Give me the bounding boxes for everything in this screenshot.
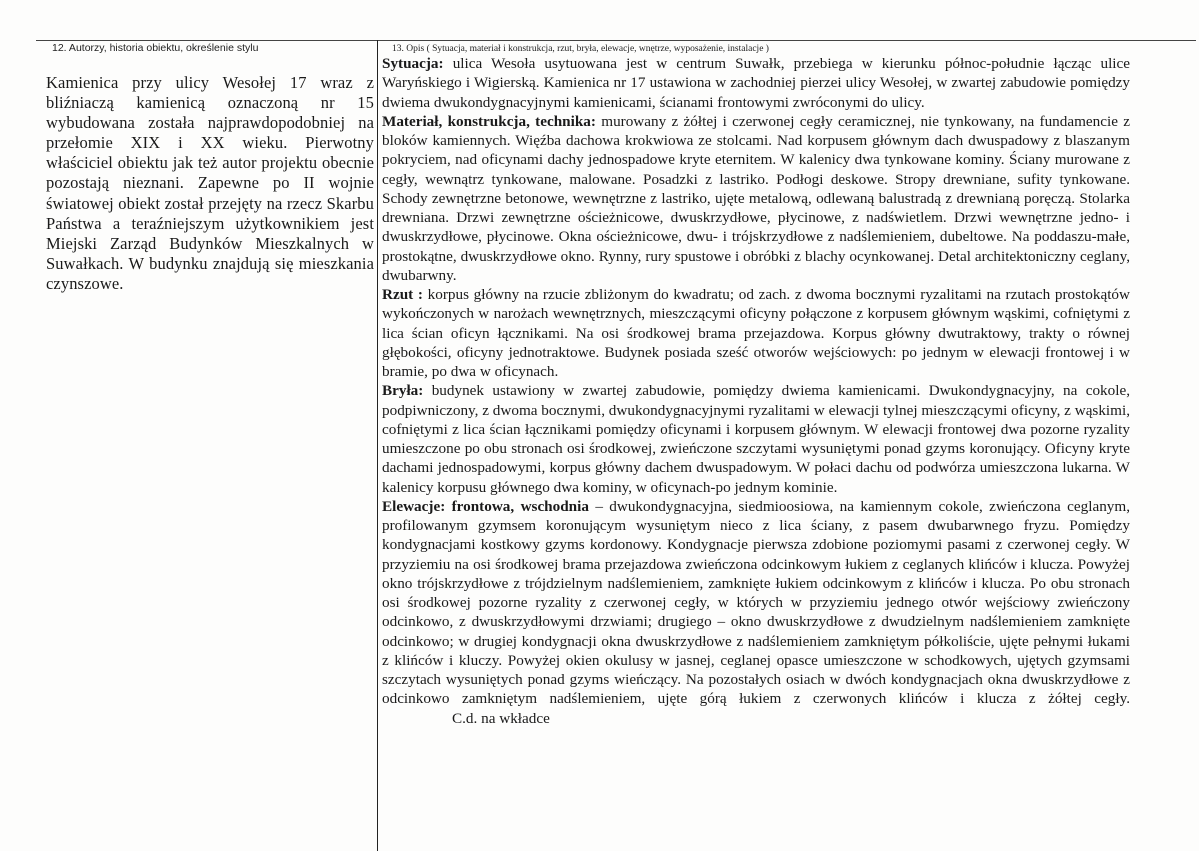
text-elevations: – dwukondygnacyjna, siedmioosiowa, na kamiennym cokole, zwieńczona ceglanym, profilowanym gzymsem koronującym wysuniętym nieco z lica ściany, z pasem dwubarwnego fryzu. Pomiędzy kondygnacjami kostkowy gzyms kordonowy. Kondygnacje pierwsza zdobione poziomymi pasami z czerwonej cegły. W przyziemiu na osi środkowej brama przejazdowa zwieńczona odcinkowym łukiem z ceglanych klińców i klucza. Powyżej okno trójskrzydłowe z trójdzielnym nadślemieniem, zamknięte łukiem odcinkowym z klińców i klucza. Po obu stronach osi środkowej pozorne ryzality z czerwonej cegły, w których w przyziemiu jednego otwór wejściowy zwieńczony odcinkowo, z dwuskrzydłowymi drzwiami; drugiego – okno dwuskrzydłowe z dwudzielnym nadślemieniem zamknięte odcinkowo; w drugiej kondygnacji okna dwuskrzydłowe z nadślemieniem zamkniętym półkoliście, ujęte pełnymi łukami z klińców i kluczy. Powyżej okien okulusy w jasnej, ceglanej opasce umieszczone w schodkowych, ujętych gzymsami szczytach wysuniętych ponad gzyms wieńczący. Na pozostałych osiach w dwóch kondygnacjach okna dwuskrzydłowe z odcinkowo zamkniętym nadślemieniem, ujęte górą łukiem z czerwonych klińców i klucza z żółtej cegły. xyxy=(382,497,1130,708)
label-material: Materiał, konstrukcja, technika: xyxy=(382,112,596,130)
paragraph-situation xyxy=(382,54,1130,112)
column-divider xyxy=(377,40,378,851)
text-situation: ulica Wesoła usytuowana jest w centrum Suwałk, przebiega w kierunku północ-południe łącząc ulice Waryńskiego i Wigierską. Kamienica nr 17 ustawiona w zachodniej pierzei ulicy Wesołej, w zwartej zabudowie pomiędzy dwiema dwukondygnacyjnymi kamienicami, ścianami frontowymi zwróconymi do ulicy. xyxy=(382,55,1131,111)
section-12-heading: 12. Autorzy, historia obiektu, określenie stylu xyxy=(52,42,259,54)
text-plan: korpus główny na rzucie zbliżonym do kwadratu; od zach. z dwoma bocznymi ryzalitami na rzutach prostokątów wykończonych w narożach wewnętrznych, mieszczącymi oficyny połączone z korpusem głównym wąskimi, cofniętymi z lica ścian oficyn łącznikami. Na osi środkowej brama przejazdowa. Korpus główny dwutraktowy, trakty o równej głębokości, oficyny jednotraktowe. Budynek posiada sześć otworów wejściowych: po jednym w elewacji frontowej i w bramie, po dwa w oficynach. xyxy=(382,286,1130,380)
label-plan: Rzut : xyxy=(382,286,423,303)
label-situation: Sytuacja: xyxy=(382,55,444,72)
paragraph-massing xyxy=(382,381,1130,497)
label-elevations: Elewacje: frontowa, wschodnia xyxy=(382,497,589,515)
paragraph-plan xyxy=(382,285,1130,381)
continuation-note: C.d. na wkładce xyxy=(452,709,550,727)
history-text: Kamienica przy ulicy Wesołej 17 wraz z bliźniaczą kamienicą oznaczoną nr 15 wybudowana została najprawdopodobniej na przełomie XIX i XX wieku. Pierwotny właściciel obiektu jak też autor projektu obecnie pozostają nieznani. Zapewne po II wojnie światowej obiekt został przejęty na rzecz Skarbu Państwa a teraźniejszym użytkownikiem jest Miejski Zarząd Budynków Mieszkalnych w Suwałkach. W budynku znajdują się mieszkania czynszowe. xyxy=(46,73,374,293)
text-material: murowany z żółtej i czerwonej cegły ceramicznej, nie tynkowany, na fundamencie z bloków kamiennych. Więźba dachowa krokwiowa ze stolcami. Nad korpusem głównym dach dwuspadowy z blaszanym pokryciem, nad oficynami dachy jednospadowe kryte eternitem. W kalenicy dwa tynkowane kominy. Ściany murowane z cegły, wewnątrz tynkowane, malowane. Posadzki z lastriko. Podłogi deskowe. Stropy drewniane, sufity tynkowane. Schody zewnętrzne betonowe, wewnętrzne z lastriko, ujęte metalową, odlewaną balustradą z drewnianą poręczą. Stolarka drewniana. Drzwi zewnętrzne ościeżnicowe, dwuskrzydłowe, płycinowe, z nadświetlem. Drzwi wewnętrzne jedno- i dwuskrzydłowe, płycinowe. Okna ościeżnicowe, dwu- i trójskrzydłowe z nadślemieniem, dubeltowe. Na poddaszu-małe, prostokątne, dwuskrzydłowe okno. Rynny, rury spustowe i obróbki z blachy ocynkowanej. Detal architektoniczny ceglany, dwubarwny. xyxy=(382,112,1131,284)
paragraph-elevations xyxy=(382,497,1130,728)
paragraph-material xyxy=(382,112,1130,285)
header-rule xyxy=(36,40,1196,41)
section-13-heading: 13. Opis ( Sytuacja, materiał i konstrukcja, rzut, bryła, elewacje, wnętrze, wyposażenie, instalacje ) xyxy=(392,44,769,54)
text-massing: budynek ustawiony w zwartej zabudowie, pomiędzy dwiema kamienicami. Dwukondygnacyjny, na cokole, podpiwniczony, z dwoma bocznymi, dwukondygnacyjnymi ryzalitami w elewacji tylnej mieszczącymi oficyny, z wąskimi, cofniętymi z lica ścian łącznikami pomiędzy oficynami i korpusem głównym. W elewacji frontowej dwa pozorne ryzality umieszczone po obu stronach osi środkowej, zwieńczone szczytami wysuniętymi ponad gzyms koronujący. Oficyny kryte dachami jednospadowymi, korpus główny dachem dwuspadowym. W połaci dachu od podwórza umieszczona lukarna. W kalenicy korpusu głównego dwa kominy, w oficynach-po jednym kominie. xyxy=(382,382,1130,496)
description-body xyxy=(382,54,1130,728)
label-massing: Bryła: xyxy=(382,382,424,400)
